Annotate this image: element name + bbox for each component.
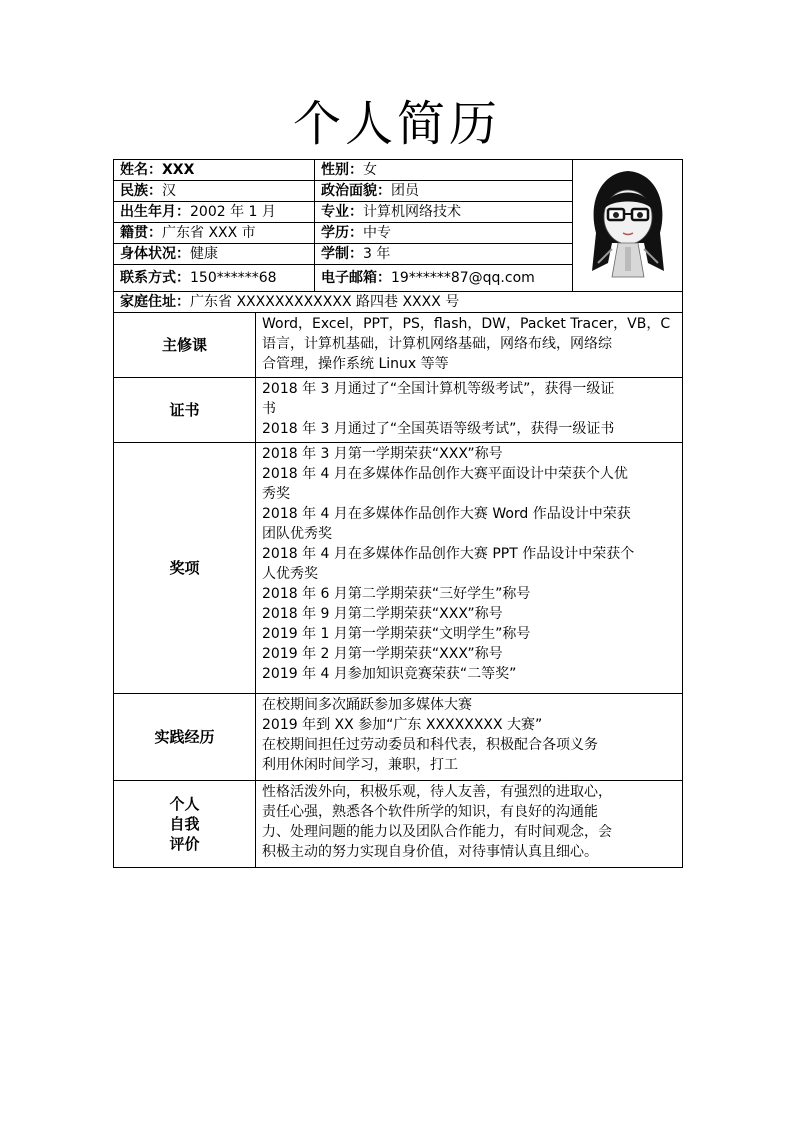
origin-value: 广东省 XXX 市 <box>162 225 256 241</box>
email-value: 19******87@qq.com <box>391 270 535 286</box>
row-health-duration: 身体状况：健康 学制：3 年 <box>114 244 683 265</box>
birth-value: 2002 年 1 月 <box>190 204 276 220</box>
list-item: 2018 年 3 月通过了“全国英语等级考试”，获得一级证书 <box>262 421 615 437</box>
self-evaluation-label: 个人 自我 评价 <box>114 781 256 868</box>
certificates-label: 证书 <box>114 378 256 443</box>
political-value: 团员 <box>391 183 420 199</box>
certificates-content <box>256 378 683 443</box>
list-item: 2018 年 9 月第二学期荣获“XXX”称号 <box>262 606 503 622</box>
list-item: 2019 年 1 月第一学期荣获“文明学生”称号 <box>262 626 531 642</box>
list-item: 秀奖 <box>262 486 290 502</box>
row-name-gender <box>114 160 683 181</box>
row-origin-education: 籍贯：广东省 XXX 市 学历：中专 <box>114 223 683 244</box>
duration-value: 3 年 <box>363 246 391 262</box>
list-item: 2018 年 6 月第二学期荣获“三好学生”称号 <box>262 586 531 602</box>
ethnicity-value: 汉 <box>162 183 176 199</box>
list-item: 2019 年 4 月参加知识竞赛荣获“二等奖” <box>262 666 517 682</box>
list-item: 利用休闲时间学习，兼职，打工 <box>262 757 458 773</box>
major-value: 计算机网络技术 <box>363 204 462 220</box>
avatar <box>578 163 678 283</box>
list-item: 在校期间多次踊跃参加多媒体大赛 <box>262 697 472 713</box>
row-ethnicity-political: 民族：汉 政治面貌：团员 <box>114 181 683 202</box>
health-value: 健康 <box>190 246 218 262</box>
name-value: XXX <box>162 162 195 178</box>
list-item: 人优秀奖 <box>262 566 318 582</box>
name-cell: 姓名：XXX <box>114 160 315 181</box>
phone-value: 150******68 <box>190 270 277 286</box>
address-value: 广东省 XXXXXXXXXXXX 路四巷 XXXX 号 <box>190 294 460 310</box>
list-item: 2018 年 3 月通过了“全国计算机等级考试”，获得一级证 <box>262 381 615 397</box>
row-phone-email: 联系方式：150******68 电子邮箱：19******87@qq.com <box>114 265 683 292</box>
list-item: 2018 年 4 月在多媒体作品创作大赛平面设计中荣获个人优 <box>262 466 628 482</box>
row-certificates <box>114 378 683 443</box>
list-item: 积极主动的努力实现自身价值，对待事情认真且细心。 <box>262 844 598 860</box>
row-birth-major: 出生年月：2002 年 1 月 专业：计算机网络技术 <box>114 202 683 223</box>
list-item: Word，Excel，PPT，PS，flash，DW，Packet Tracer，VB，C <box>262 316 671 332</box>
practice-label: 实践经历 <box>114 694 256 781</box>
practice-content <box>256 694 683 781</box>
list-item: 2019 年 2 月第一学期荣获“XXX”称号 <box>262 646 503 662</box>
list-item: 语言，计算机基础，计算机网络基础，网络布线，网络综 <box>262 336 612 352</box>
list-item: 性格活泼外向，积极乐观，待人友善，有强烈的进取心， <box>262 784 612 800</box>
courses-label: 主修课 <box>114 313 256 378</box>
list-item: 责任心强，熟悉各个软件所学的知识，有良好的沟通能 <box>262 804 598 820</box>
page-title: 个人简历 <box>292 96 501 152</box>
list-item: 2018 年 4 月在多媒体作品创作大赛 PPT 作品设计中荣获个 <box>262 546 635 562</box>
list-item: 2018 年 4 月在多媒体作品创作大赛 Word 作品设计中荣获 <box>262 506 631 522</box>
list-item: 在校期间担任过劳动委员和科代表，积极配合各项义务 <box>262 737 598 753</box>
photo-cell <box>573 160 683 292</box>
row-awards <box>114 443 683 694</box>
list-item: 2019 年到 XX 参加“广东 XXXXXXXX 大赛” <box>262 717 543 733</box>
self-evaluation-content <box>256 781 683 868</box>
courses-content <box>256 313 683 378</box>
awards-content <box>256 443 683 694</box>
row-address: 家庭住址：广东省 XXXXXXXXXXXX 路四巷 XXXX 号 <box>114 292 683 313</box>
list-item: 团队优秀奖 <box>262 526 332 542</box>
awards-label: 奖项 <box>114 443 256 694</box>
list-item: 2018 年 3 月第一学期荣获“XXX”称号 <box>262 446 503 462</box>
resume-table <box>113 159 683 868</box>
avatar-illustration <box>592 171 664 277</box>
education-value: 中专 <box>363 225 392 241</box>
gender-value: 女 <box>363 162 378 178</box>
gender-cell: 性别：女 <box>315 160 573 181</box>
row-self-evaluation <box>114 781 683 868</box>
list-item: 力、处理问题的能力以及团队合作能力，有时间观念，会 <box>262 824 612 840</box>
row-courses <box>114 313 683 378</box>
list-item: 书 <box>262 401 276 417</box>
list-item: 合管理，操作系统 Linux 等等 <box>262 356 449 372</box>
row-practice <box>114 694 683 781</box>
